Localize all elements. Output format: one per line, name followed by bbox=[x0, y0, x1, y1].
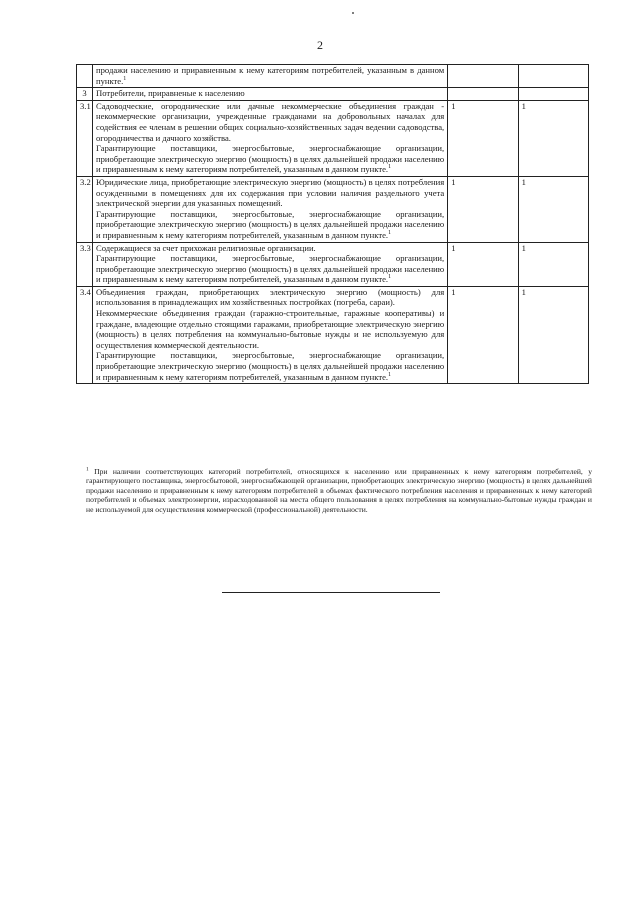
paragraph-text: Объединения граждан, приобретающих электрическую энергию (мощность) для использования в принадлежащих им хозяйственных постройках (погреба, сараи). bbox=[96, 286, 445, 308]
footnote-reference: 1 bbox=[388, 164, 392, 171]
footnote-text: При наличии соответствующих категорий потребителей, относящихся к населению или приравненных к нему категориям потребителей, у гарантирующего поставщика, энергосбытовой, энергоснабжающей организации, приобретающих электрическую энергию (мощность) в целях дальнейшей продажи населению и приравненным к нему категориям потребителей в объемах фактического потребления населения и приравненных к нему категорий потребителей и объемах электроэнергии, израсходованной на места общего пользования в целях потребления на коммунально-бытовые нужды граждан и не используемой для осуществления коммерческой (профессиональной) деятельности. bbox=[86, 467, 592, 514]
table-row bbox=[77, 286, 589, 383]
footnote-mark: 1 bbox=[86, 466, 89, 473]
description-paragraph bbox=[96, 209, 444, 241]
paragraph-text: Гарантирующие поставщики, энергосбытовые, энергоснабжающие организации, приобретающие электрическую энергию (мощность) в целях дальнейшей продажи населению и приравненным к нему категориям потребителей, указанным в данном пункте. bbox=[96, 208, 445, 240]
row-number: 3.3 bbox=[77, 242, 93, 286]
row-description bbox=[93, 176, 448, 242]
row-number bbox=[77, 65, 93, 88]
footnote-reference: 1 bbox=[123, 75, 127, 82]
footnote-reference: 1 bbox=[388, 230, 392, 237]
scan-speck bbox=[352, 12, 354, 14]
value-cell-1 bbox=[448, 65, 518, 88]
row-description bbox=[93, 100, 448, 176]
value-cell-2: 1 bbox=[518, 242, 588, 286]
page-number: 2 bbox=[317, 38, 323, 52]
table-row bbox=[77, 65, 589, 88]
description-paragraph bbox=[96, 143, 444, 175]
footnote bbox=[86, 467, 592, 514]
table-row bbox=[77, 100, 589, 176]
value-cell-1: 1 bbox=[448, 100, 518, 176]
row-description bbox=[93, 286, 448, 383]
paragraph-text: Юридические лица, приобретающие электрическую энергию (мощность) в целях потребления осужденными в помещениях для их содержания при условии наличия раздельного учета электрической энергии для указанных помещений. bbox=[96, 176, 445, 209]
paragraph-text: Потребители, приравненые к населению bbox=[96, 88, 245, 99]
description-paragraph bbox=[96, 101, 444, 143]
value-cell-2: 1 bbox=[518, 286, 588, 383]
row-number: 3.4 bbox=[77, 286, 93, 383]
description-paragraph bbox=[96, 65, 444, 86]
description-paragraph bbox=[96, 177, 444, 209]
paragraph-text: Содержащиеся за счет прихожан религиозные организации. bbox=[96, 242, 316, 253]
row-description bbox=[93, 65, 448, 88]
tariff-category-table bbox=[76, 64, 589, 384]
value-cell-1: 1 bbox=[448, 242, 518, 286]
row-number: 3.2 bbox=[77, 176, 93, 242]
value-cell-1: 1 bbox=[448, 176, 518, 242]
value-cell-1 bbox=[448, 88, 518, 101]
description-paragraph bbox=[96, 88, 444, 99]
paragraph-text: Гарантирующие поставщики, энергосбытовые, энергоснабжающие организации, приобретающие электрическую энергию (мощность) в целях дальнейшей продажи населению и приравненным к нему категориям потребителей, указанным в данном пункте. bbox=[96, 350, 445, 382]
footnote-reference: 1 bbox=[388, 371, 392, 378]
description-paragraph bbox=[96, 350, 444, 382]
row-description bbox=[93, 88, 448, 101]
description-paragraph bbox=[96, 243, 444, 254]
description-paragraph bbox=[96, 253, 444, 285]
description-paragraph bbox=[96, 287, 444, 308]
row-description bbox=[93, 242, 448, 286]
value-cell-2 bbox=[518, 65, 588, 88]
paragraph-text: Некоммерческие объединения граждан (гаражно-строительные, гаражные кооперативы) и граждане, владеющие отдельно стоящими гаражами, приобретающие электрическую энергию (мощность) в целях потребления на коммунально-бытовые нужды и не используемую для осуществления коммерческой деятельности. bbox=[96, 308, 445, 350]
table-row bbox=[77, 88, 589, 101]
value-cell-2: 1 bbox=[518, 176, 588, 242]
footnote-reference: 1 bbox=[388, 274, 392, 281]
paragraph-text: Гарантирующие поставщики, энергосбытовые, энергоснабжающие организации, приобретающие электрическую энергию (мощность) в целях дальнейшей продажи населению и приравненным к нему категориям потребителей, указанным в данном пункте. bbox=[96, 253, 445, 285]
value-cell-1: 1 bbox=[448, 286, 518, 383]
value-cell-2 bbox=[518, 88, 588, 101]
paragraph-text: Садоводческие, огороднические или дачные некоммерческие объединения граждан - некоммерческие организации, учрежденные гражданами на добровольных началах для содействия ее членам в решении общих социально-хозяйственных задач ведении садоводства, огородничества и дачного хозяйства. bbox=[96, 100, 445, 143]
row-number: 3 bbox=[77, 88, 93, 101]
value-cell-2: 1 bbox=[518, 100, 588, 176]
paragraph-text: Гарантирующие поставщики, энергосбытовые, энергоснабжающие организации, приобретающие электрическую энергию (мощность) в целях дальнейшей продажи населению и приравненным к нему категориям потребителей, указанным в данном пункте. bbox=[96, 143, 445, 175]
table-body bbox=[77, 65, 589, 384]
row-number: 3.1 bbox=[77, 100, 93, 176]
table-row bbox=[77, 176, 589, 242]
table-row bbox=[77, 242, 589, 286]
description-paragraph bbox=[96, 308, 444, 350]
signature-rule bbox=[222, 592, 440, 593]
paragraph-text: продажи населению и приравненным к нему категориям потребителей, указанным в данном пункте. bbox=[96, 65, 445, 86]
